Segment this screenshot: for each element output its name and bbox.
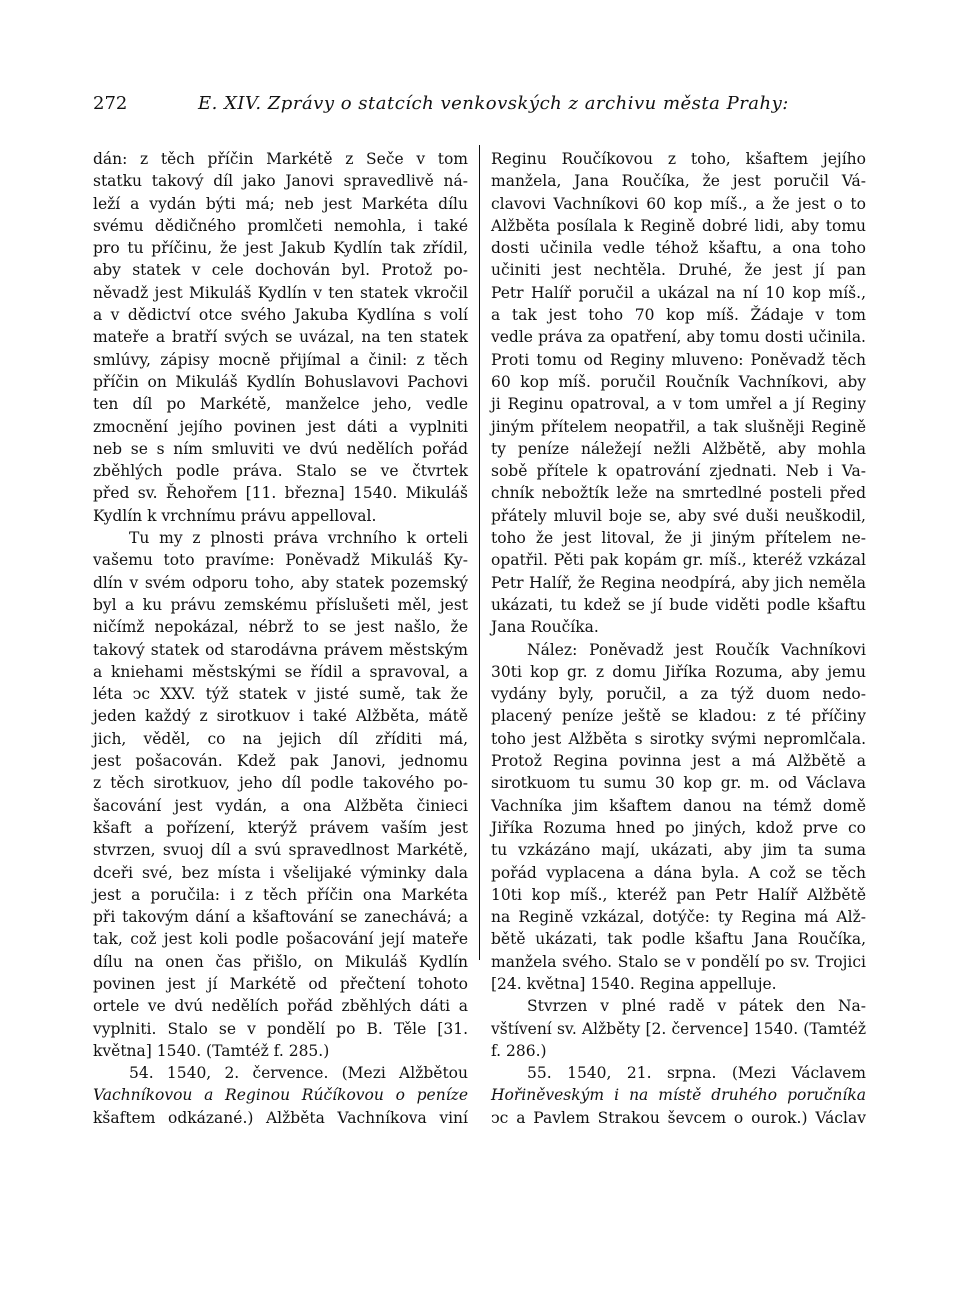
text-line: vedle práva za opatření, aby tomu dosti učinila. — [491, 328, 866, 347]
text-line: kšaftem odkázané.) Alžběta Vachníkova viní — [93, 1108, 468, 1127]
text-line: ty peníze náležejí nežli Alžbětě, aby mohla — [491, 439, 866, 458]
text-line: 55. 1540, 21. srpna. (Mezi Václavem — [527, 1064, 866, 1083]
text-line: Tu my z plnosti práva vrchního k orteli — [129, 529, 468, 548]
text-line: zmocnění jejího povinen jest dáti a vyplniti — [93, 417, 468, 436]
text-line: tak, což jest koli podle pošacování její mateře — [93, 930, 468, 949]
text-line: dílu na onen čas přišlo, on Mikuláš Kydlín — [93, 952, 468, 971]
text-line: šacování jest vydán, a ona Alžběta činieci — [93, 796, 468, 815]
text-line: f. 286.) — [491, 1041, 547, 1060]
text-line: manžela, Jana Roučíka, že jest poručil Vá- — [491, 172, 866, 191]
text-line: manžela svého. Stalo se v pondělí po sv. Trojici — [491, 952, 866, 971]
text-line: léta ↄc XXV. týž statek v jisté sumě, tak že — [93, 685, 468, 704]
text-line: ten díl po Markétě, manželce jeho, vedle — [93, 395, 468, 414]
text-line: leží a vydán býti má; neb jest Markéta dílu — [93, 194, 468, 213]
text-line: svému dědičného promlčeti nemohla, i také — [93, 216, 468, 235]
text-line: příčin on Mikuláš Kydlín Bohuslavovi Pachovi — [93, 372, 468, 391]
text-line: neb se s ním smluviti ve dvú nedělích pořád — [93, 439, 468, 458]
text-line: Petr Halíř, že Regina neodpírá, aby jich neměla — [491, 573, 866, 592]
text-line: dlín v svém odporu toho, aby statek pozemský — [93, 573, 468, 592]
text-line: Kydlín k vrchnímu právu appelloval. — [93, 506, 377, 525]
text-line: Hořiněveským i na místě druhého poručníka — [491, 1086, 866, 1105]
text-line: ukázati, tu kdež se jí bude viděti podle kšaftu — [491, 595, 866, 614]
text-line: vyplniti. Stalo se v pondělí po B. Těle [31. — [93, 1019, 468, 1038]
text-line: jest a poručila: i z těch příčin ona Markéta — [93, 885, 468, 904]
text-line: dán: z těch příčin Markétě z Seče v tom — [93, 150, 468, 168]
text-line: mateře a bratří svých se uvázal, na ten statek — [93, 328, 468, 347]
text-line: Protož Regina povinna jest a má Alžbětě a — [491, 752, 866, 771]
text-line: dosti učinila vedle téhož kšaftu, a ona toho — [491, 239, 866, 258]
text-line: a tak jest toho 70 kop míš. Žádaje v tom — [491, 306, 866, 325]
text-line: pořád vyplacena a dána byla. A což se těch — [491, 863, 866, 882]
running-head — [93, 93, 867, 121]
text-line: přátely mluvil boje se, aby své duši neuškodil, — [491, 506, 866, 525]
text-line: sirotkuom tu sumu 30 kop gr. m. od Václava — [491, 774, 866, 793]
text-line: na Regině vzkázal, dotýče: ty Regina má Alž- — [491, 908, 866, 927]
text-line: pro tu příčinu, že jest Jakub Kydlín tak zřídil, — [93, 239, 468, 258]
left-column — [93, 148, 468, 1129]
text-line: aby statek v cele dochován byl. Protož po- — [93, 261, 468, 280]
text-line: ↄc a Pavlem Strakou ševcem o ourok.) Václav — [491, 1108, 866, 1127]
text-line: Vachníka jim kšaftem danou na témž domě — [491, 796, 866, 815]
text-line: povinen jest jí Markétě od přečtení tohoto — [93, 974, 468, 993]
text-line: jest pošacován. Kdež pak Janovi, jednomu — [93, 752, 468, 771]
text-line: jeden každý z sirotkuov i také Alžběta, mátě — [93, 707, 468, 726]
text-line: smlúvy, zápisy mocně přijímal a činil: z těch — [93, 350, 468, 369]
text-line: Jana Roučíka. — [491, 618, 599, 637]
text-line: z těch sirotkuov, jeho díl podle takového po- — [93, 774, 468, 793]
text-line: [24. května] 1540. Regina appelluje. — [491, 974, 777, 993]
text-line: stvrzen, svuoj díl a svú spravedlnost Markétě, — [93, 841, 468, 860]
text-line: toho že jest litoval, že ji jiným přítelem ne- — [491, 529, 866, 548]
text-line: Nález: Poněvadž jest Roučík Vachníkovi — [527, 640, 866, 659]
text-line: jich, věděl, co na jejich díl zříditi má, — [93, 729, 468, 748]
text-line: Jiříka Rozuma hned po jiných, kdož prve co — [491, 818, 866, 837]
header-title: E. XIV. Zprávy o statcích venkovských z archivu města Prahy: — [198, 93, 789, 114]
column-divider — [479, 145, 480, 960]
page-number: 272 — [93, 93, 128, 114]
text-line: 10ti kop míš., kteréž pan Petr Halíř Alžbětě — [491, 885, 866, 904]
text-line: statku takový díl jako Janovi spravedlivě ná- — [93, 172, 468, 191]
text-line: Alžběta posílala k Regině dobré lidi, aby tomu — [491, 216, 866, 235]
text-line: ortele ve dvú nedělích pořád zběhlých dáti a — [93, 997, 468, 1016]
text-line: ji Reginu opatroval, a v tom umřel a jí Reginy — [491, 395, 866, 414]
text-line: opatřil. Pěti pak kopám gr. míš., kteréž vzkázal — [491, 551, 866, 570]
text-line: května] 1540. (Tamtéž f. 285.) — [93, 1041, 330, 1060]
text-line: placený peníze ještě se kladou: z té příčiny — [491, 707, 866, 726]
text-line: sobě přítele k opatrování zjednati. Neb i Va- — [491, 462, 866, 481]
text-line: Proti tomu od Reginy mluveno: Poněvadž těch — [491, 350, 866, 369]
text-line: 60 kop míš. poručil Roučník Vachníkovi, aby — [491, 372, 866, 391]
text-line: vštívení sv. Alžběty [2. července] 1540. (Tamtéž — [491, 1019, 866, 1038]
text-line: při takovým dání a kšaftování se zanechává; a — [93, 908, 468, 927]
text-line: 54. 1540, 2. července. (Mezi Alžbětou — [129, 1064, 468, 1083]
text-line: kšaft a pořízení, kterýž právem vaším jest — [93, 818, 468, 837]
text-line: Reginu Roučíkovou z toho, kšaftem jejího — [491, 150, 866, 168]
text-line: učiniti jest nechtěla. Druhé, že jest jí pan — [491, 261, 866, 280]
text-line: bětě ukázati, tak podle kšaftu Jana Roučíka, — [491, 930, 866, 949]
text-line: chník nebožtík leže na smrtedlné posteli před — [491, 484, 866, 503]
text-line: a kniehami městskými se řídil a spravoval, a — [93, 662, 468, 681]
text-line: takový statek od starodávna právem městským — [93, 640, 468, 659]
text-line: Stvrzen v plné radě v pátek den Na- — [527, 997, 866, 1016]
text-line: jiným přítelem neopatřil, a tak slušněji Regině — [491, 417, 866, 436]
text-line: vašemu toto pravíme: Poněvadž Mikuláš Ky- — [93, 551, 468, 570]
text-line: zběhlých podle práva. Stalo se ve čtvrtek — [93, 462, 468, 481]
right-column — [491, 148, 866, 1129]
text-line: před sv. Řehořem [11. března] 1540. Mikuláš — [93, 484, 468, 503]
text-line: clavovi Vachníkovi 60 kop míš., a že jest o to — [491, 194, 866, 213]
text-line: ničímž nepokázal, nébrž to se jest našlo, že — [93, 618, 468, 637]
text-line: dceři své, bez místa i všelijaké výminky dala — [93, 863, 468, 882]
text-line: Petr Halíř poručil a ukázal na ní 10 kop míš., — [491, 283, 866, 302]
text-line: něvadž jest Mikuláš Kydlín v ten statek vkročil — [93, 283, 468, 302]
text-line: 30ti kop gr. z domu Jiříka Rozuma, aby jemu — [491, 662, 866, 681]
text-line: vydány byly, poručil, a za týž duom nedo- — [491, 685, 866, 704]
text-line: tu vzkázáno mají, ukázati, aby jim ta suma — [491, 841, 866, 860]
text-line: byl a ku právu zemskému příslušeti měl, jest — [93, 595, 468, 614]
text-line: a v dědictví otce svého Jakuba Kydlína s volí — [93, 306, 468, 325]
text-line: Vachníkovou a Reginou Rúčíkovou o peníze — [93, 1086, 468, 1105]
text-line: toho jest Alžběta s sirotky svými nepromlčala. — [491, 729, 866, 748]
